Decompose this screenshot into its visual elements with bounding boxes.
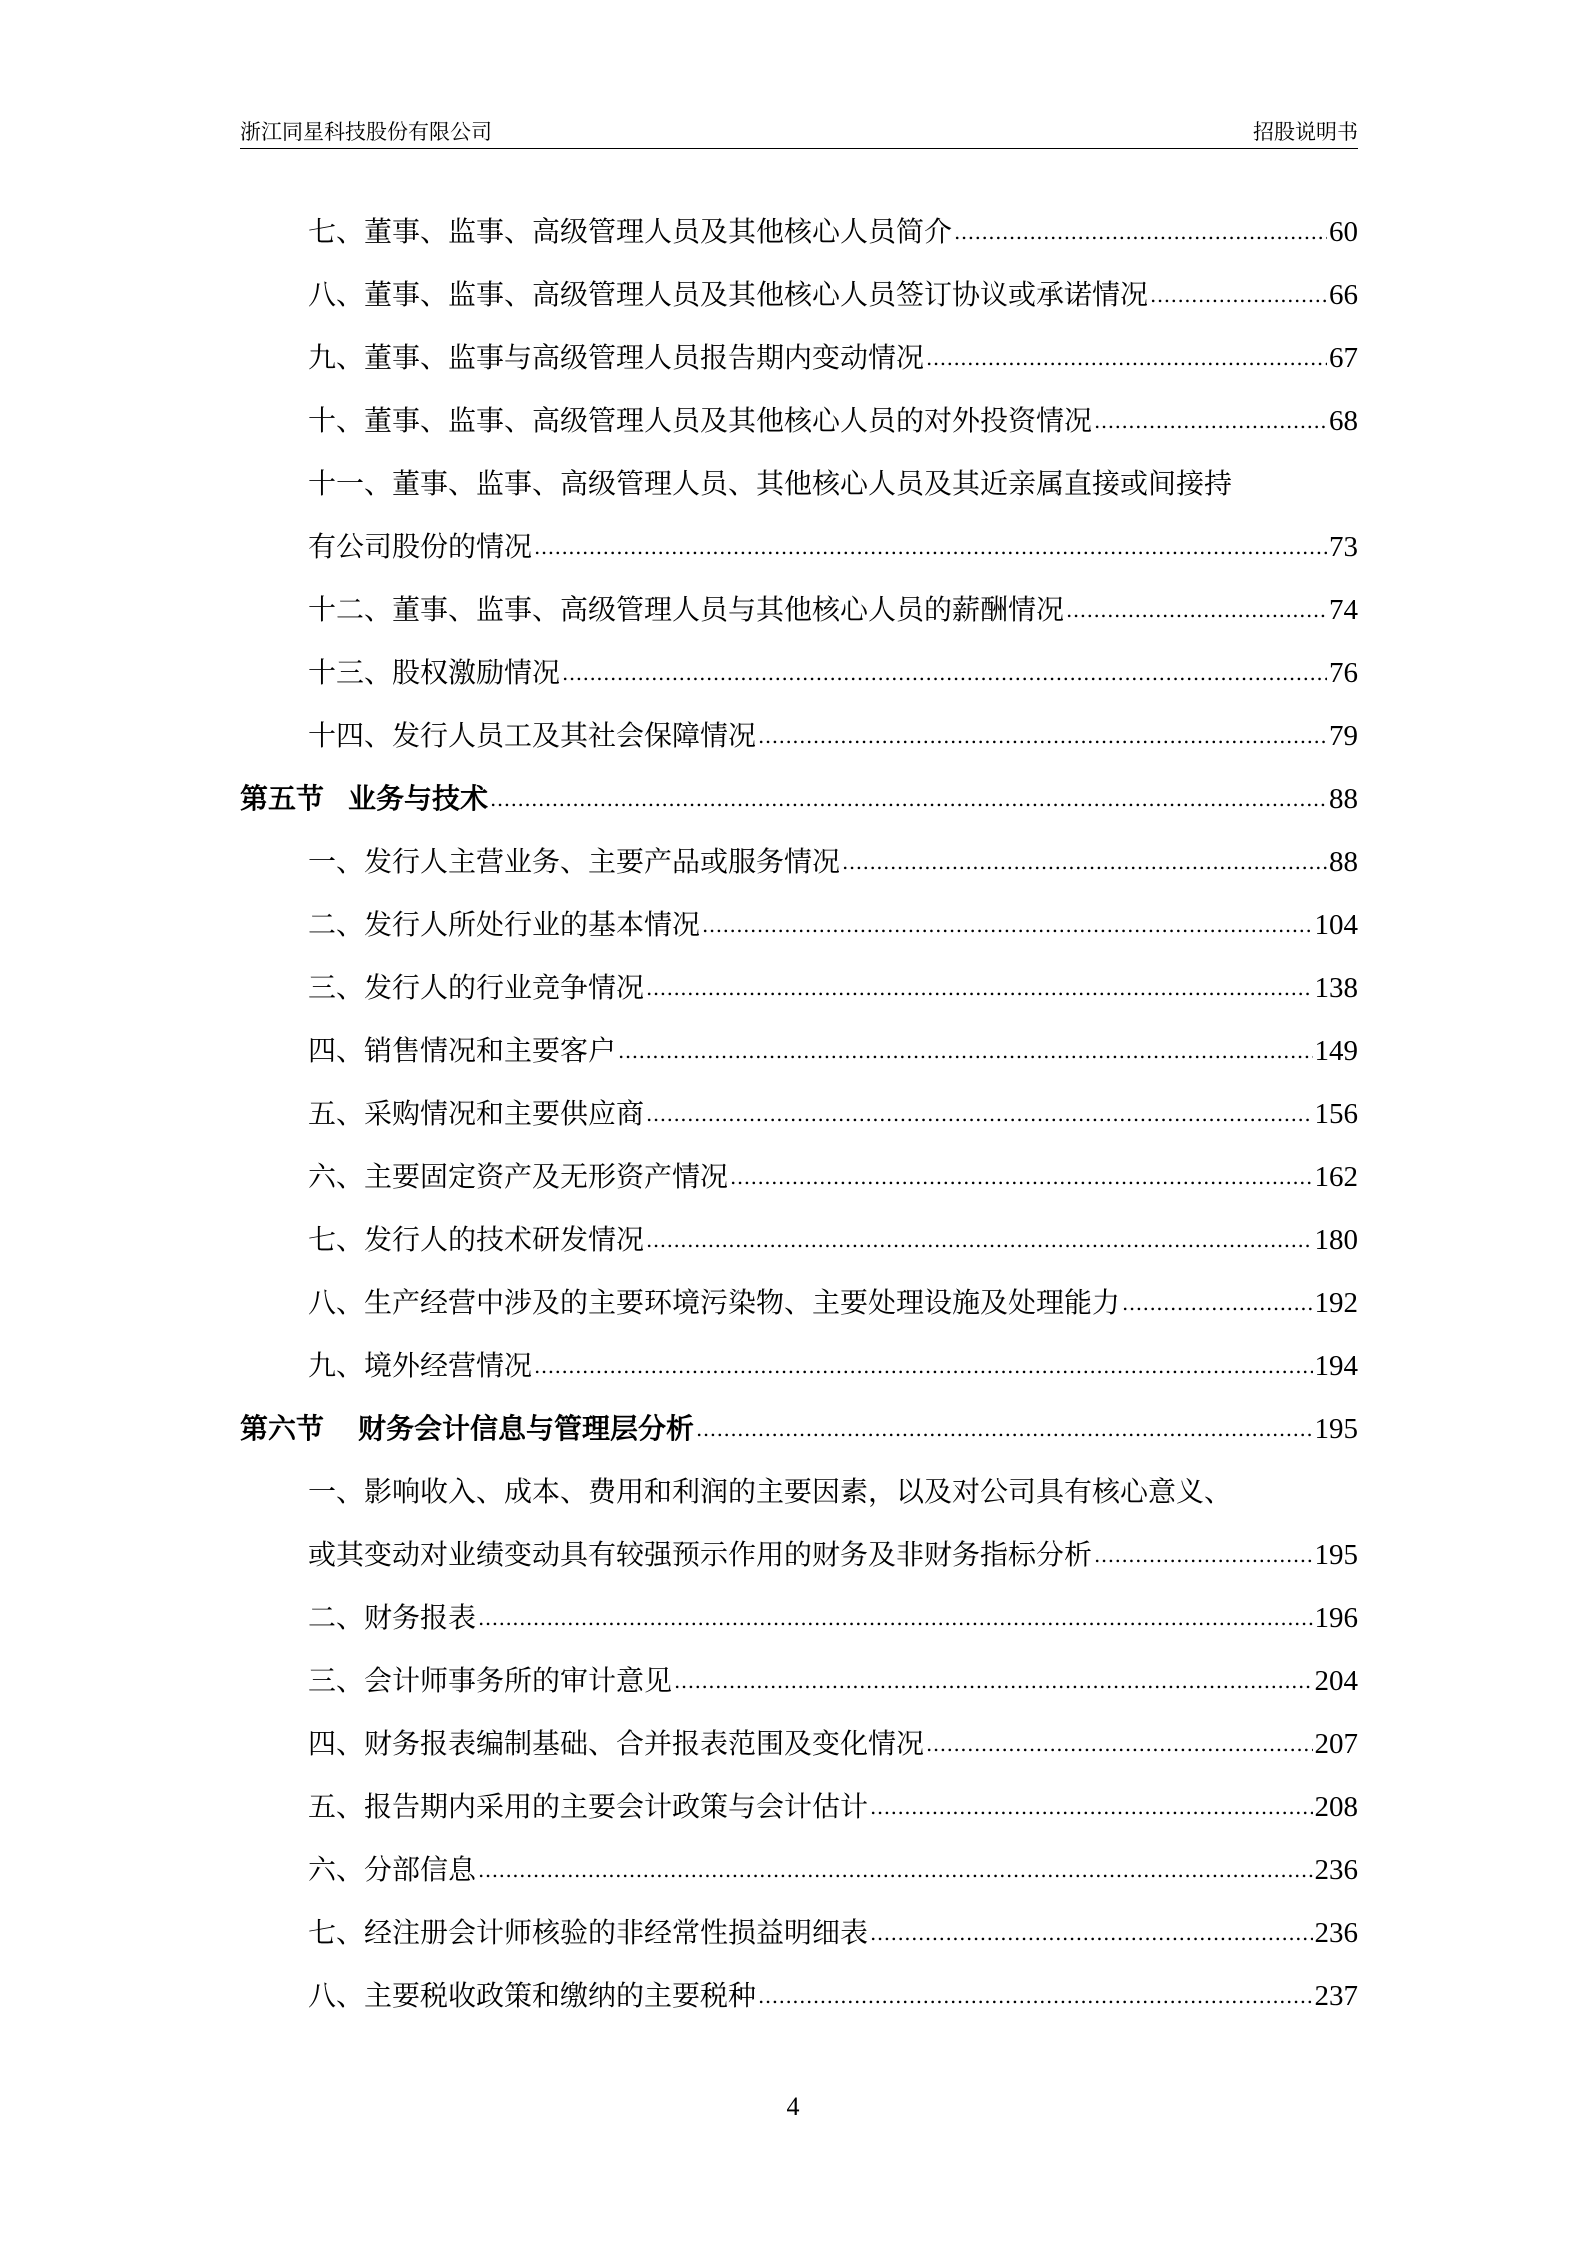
toc-entry-page: 208 — [1314, 1791, 1358, 1823]
toc-dot-leader — [1066, 576, 1327, 642]
toc-dot-leader — [674, 1647, 1312, 1713]
toc-entry-page: 207 — [1314, 1728, 1358, 1760]
toc-entry[interactable] — [240, 1775, 1358, 1838]
toc-dot-leader — [926, 324, 1327, 390]
toc-entry-page: 68 — [1329, 405, 1358, 437]
toc-entry[interactable] — [240, 1271, 1358, 1334]
toc-entry-page: 195 — [1314, 1413, 1358, 1445]
toc-entry-title: 一、发行人主营业务、主要产品或服务情况 — [308, 845, 841, 878]
toc-dot-leader — [696, 1395, 1312, 1461]
toc-entry-page: 237 — [1314, 1980, 1358, 2012]
toc-entry[interactable] — [240, 578, 1358, 641]
toc-section-name: 财务会计信息与管理层分析 — [358, 1412, 695, 1445]
toc-dot-leader — [870, 1899, 1312, 1965]
toc-entry-page: 66 — [1329, 279, 1358, 311]
toc-dot-leader — [758, 702, 1327, 768]
toc-entry-title: 或其变动对业绩变动具有较强预示作用的财务及非财务指标分析 — [308, 1538, 1093, 1571]
toc-section-name: 业务与技术 — [348, 782, 489, 815]
toc-entry-title: 十二、董事、监事、高级管理人员与其他核心人员的薪酬情况 — [308, 593, 1065, 626]
toc-dot-leader — [490, 765, 1327, 831]
toc-entry-title: 有公司股份的情况 — [308, 530, 533, 563]
toc-dot-leader — [618, 1017, 1312, 1083]
toc-dot-leader — [758, 1962, 1312, 2028]
toc-entry[interactable] — [240, 1901, 1358, 1964]
toc-entry-title: 十四、发行人员工及其社会保障情况 — [308, 719, 757, 752]
toc-dot-leader — [1094, 1521, 1312, 1587]
toc-section-number: 第六节 — [240, 1412, 325, 1445]
toc-entry-title: 三、发行人的行业竞争情况 — [308, 971, 645, 1004]
toc-entry-page: 236 — [1314, 1854, 1358, 1886]
toc-entry-page: 180 — [1314, 1224, 1358, 1256]
toc-entry-title: 六、主要固定资产及无形资产情况 — [308, 1160, 729, 1193]
toc-entry-title-line1: 十一、董事、监事、高级管理人员、其他核心人员及其近亲属直接或间接持 — [308, 467, 1233, 500]
toc-entry-title: 五、采购情况和主要供应商 — [308, 1097, 645, 1130]
toc-entry[interactable] — [240, 1712, 1358, 1775]
toc-entry[interactable] — [240, 263, 1358, 326]
toc-dot-leader — [1150, 261, 1327, 327]
toc-entry-page: 88 — [1329, 783, 1358, 815]
toc-entry[interactable] — [240, 830, 1358, 893]
toc-dot-leader — [1094, 387, 1327, 453]
toc-entry-page: 138 — [1314, 972, 1358, 1004]
toc-dot-leader — [646, 1080, 1312, 1146]
toc-entry[interactable] — [240, 1838, 1358, 1901]
toc-entry-title-line1: 一、影响收入、成本、费用和利润的主要因素，以及对公司具有核心意义、 — [308, 1475, 1233, 1508]
toc-entry-page: 192 — [1314, 1287, 1358, 1319]
toc-entry[interactable] — [240, 515, 1358, 578]
toc-entry-line1[interactable] — [240, 1460, 1358, 1523]
toc-entry-title: 十三、股权激励情况 — [308, 656, 561, 689]
toc-dot-leader — [954, 198, 1327, 264]
toc-dot-leader — [534, 1332, 1312, 1398]
toc-entry-title: 九、董事、监事与高级管理人员报告期内变动情况 — [308, 341, 925, 374]
toc-entry-page: 79 — [1329, 720, 1358, 752]
toc-dot-leader — [1122, 1269, 1312, 1335]
toc-section-number: 第五节 — [240, 782, 325, 815]
toc-entry[interactable] — [240, 956, 1358, 1019]
toc-entry-title: 四、销售情况和主要客户 — [308, 1034, 617, 1067]
toc-entry[interactable] — [240, 1082, 1358, 1145]
toc-dot-leader — [646, 954, 1312, 1020]
toc-entry-page: 67 — [1329, 342, 1358, 374]
toc-entry-line1[interactable] — [240, 452, 1358, 515]
toc-entry-page: 236 — [1314, 1917, 1358, 1949]
toc-entry-title: 五、报告期内采用的主要会计政策与会计估计 — [308, 1790, 869, 1823]
toc-dot-leader — [842, 828, 1327, 894]
header-doc-type: 招股说明书 — [1253, 120, 1358, 144]
toc-entry-page: 156 — [1314, 1098, 1358, 1130]
toc-entry[interactable] — [240, 641, 1358, 704]
toc-entry-page: 104 — [1314, 909, 1358, 941]
toc-entry-title: 八、董事、监事、高级管理人员及其他核心人员签订协议或承诺情况 — [308, 278, 1149, 311]
table-of-contents — [240, 200, 1358, 2027]
toc-entry-page: 195 — [1314, 1539, 1358, 1571]
toc-entry-page: 149 — [1314, 1035, 1358, 1067]
toc-entry[interactable] — [240, 326, 1358, 389]
toc-entry[interactable] — [240, 1334, 1358, 1397]
toc-entry-page: 74 — [1329, 594, 1358, 626]
toc-entry-title: 四、财务报表编制基础、合并报表范围及变化情况 — [308, 1727, 925, 1760]
toc-entry[interactable] — [240, 1586, 1358, 1649]
page-header — [240, 112, 1358, 149]
toc-entry-title: 二、发行人所处行业的基本情况 — [308, 908, 701, 941]
toc-section-heading[interactable] — [240, 1397, 1358, 1460]
toc-entry-page: 204 — [1314, 1665, 1358, 1697]
toc-entry-title: 六、分部信息 — [308, 1853, 477, 1886]
toc-section-title — [240, 1397, 694, 1460]
toc-entry[interactable] — [240, 893, 1358, 956]
toc-entry[interactable] — [240, 704, 1358, 767]
toc-dot-leader — [562, 639, 1327, 705]
toc-entry-title: 八、主要税收政策和缴纳的主要税种 — [308, 1979, 757, 2012]
toc-dot-leader — [870, 1773, 1312, 1839]
toc-entry-title: 八、生产经营中涉及的主要环境污染物、主要处理设施及处理能力 — [308, 1286, 1121, 1319]
toc-dot-leader — [926, 1710, 1312, 1776]
toc-entry-title: 二、财务报表 — [308, 1601, 477, 1634]
toc-entry-title: 七、董事、监事、高级管理人员及其他核心人员简介 — [308, 215, 953, 248]
toc-entry[interactable] — [240, 1145, 1358, 1208]
toc-entry-title: 七、经注册会计师核验的非经常性损益明细表 — [308, 1916, 869, 1949]
toc-dot-leader — [478, 1584, 1312, 1650]
toc-dot-leader — [702, 891, 1312, 957]
toc-entry-page: 76 — [1329, 657, 1358, 689]
toc-section-title — [240, 767, 488, 830]
toc-entry-title: 九、境外经营情况 — [308, 1349, 533, 1382]
toc-dot-leader — [730, 1143, 1312, 1209]
toc-entry[interactable] — [240, 1208, 1358, 1271]
toc-entry[interactable] — [240, 1523, 1358, 1586]
toc-dot-leader — [478, 1836, 1312, 1902]
toc-entry-title: 三、会计师事务所的审计意见 — [308, 1664, 673, 1697]
toc-entry[interactable] — [240, 389, 1358, 452]
header-company: 浙江同星科技股份有限公司 — [240, 120, 492, 144]
toc-entry-page: 162 — [1314, 1161, 1358, 1193]
toc-entry[interactable] — [240, 200, 1358, 263]
toc-entry-page: 60 — [1329, 216, 1358, 248]
toc-entry-title: 十、董事、监事、高级管理人员及其他核心人员的对外投资情况 — [308, 404, 1093, 437]
toc-entry[interactable] — [240, 1964, 1358, 2027]
toc-entry-page: 194 — [1314, 1350, 1358, 1382]
toc-entry[interactable] — [240, 1019, 1358, 1082]
toc-entry-page: 196 — [1314, 1602, 1358, 1634]
toc-entry-title: 七、发行人的技术研发情况 — [308, 1223, 645, 1256]
toc-section-heading[interactable] — [240, 767, 1358, 830]
toc-dot-leader — [534, 513, 1327, 579]
toc-entry-page: 73 — [1329, 531, 1358, 563]
toc-dot-leader — [646, 1206, 1312, 1272]
page-number: 4 — [786, 2092, 800, 2121]
toc-entry-page: 88 — [1329, 846, 1358, 878]
toc-entry[interactable] — [240, 1649, 1358, 1712]
